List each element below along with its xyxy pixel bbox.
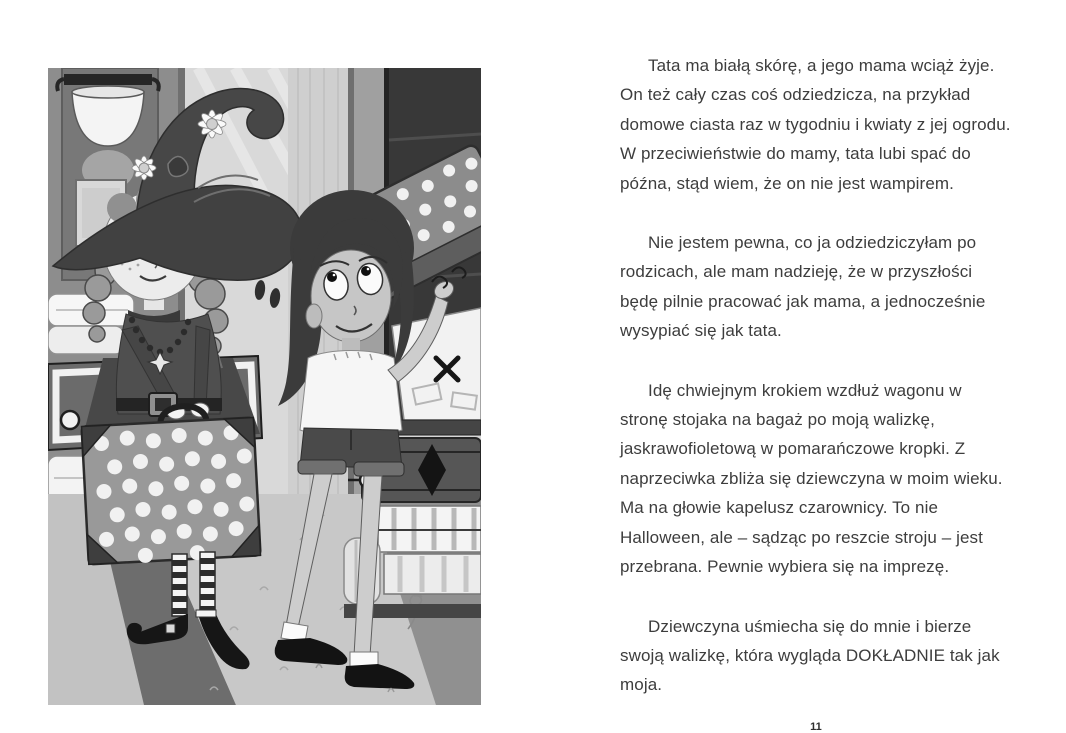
story-text: [620, 51, 1012, 730]
story-illustration: [48, 68, 481, 705]
page-number: 11: [810, 721, 822, 733]
story-paragraph-4: Dziewczyna uśmiecha się do mnie i bierze swoją walizkę, która wygląda DOKŁADNIE tak jak moja.: [620, 616, 1000, 695]
daisy-right: [198, 110, 226, 138]
story-paragraph-3: Idę chwiejnym krokiem wzdłuż wagonu w stronę stojaka na bagaż po moją walizkę, jaskrawofioletową w pomarańczowe kropki. Z naprzeciwka zbliża się dziewczyna w moim wieku. Ma na głowie kapelusz czarownicy. To nie Halloween, ale – sądząc po reszcie stroju – jest przebrana. Pewnie wybiera się na imprezę.: [620, 380, 1003, 577]
held-polka-dot-suitcase: [81, 403, 261, 566]
story-paragraph-2: Nie jestem pewna, co ja odziedziczyłam po rodzicach, ale mam nadzieję, że w przyszłości będę pilnie pracować jak mama, a jednocześnie wysypiać się jak tata.: [620, 233, 986, 341]
story-paragraph-1: Tata ma białą skórę, a jego mama wciąż żyje. On też cały czas coś odziedzicza, na przykład domowe ciasta raz w tygodniu i kwiaty z jej ogrodu. W przeciwieństwie do mamy, tata lubi spać do późna, stąd wiem, że on nie jest wampirem.: [620, 56, 1011, 193]
daisy-left: [132, 156, 156, 180]
